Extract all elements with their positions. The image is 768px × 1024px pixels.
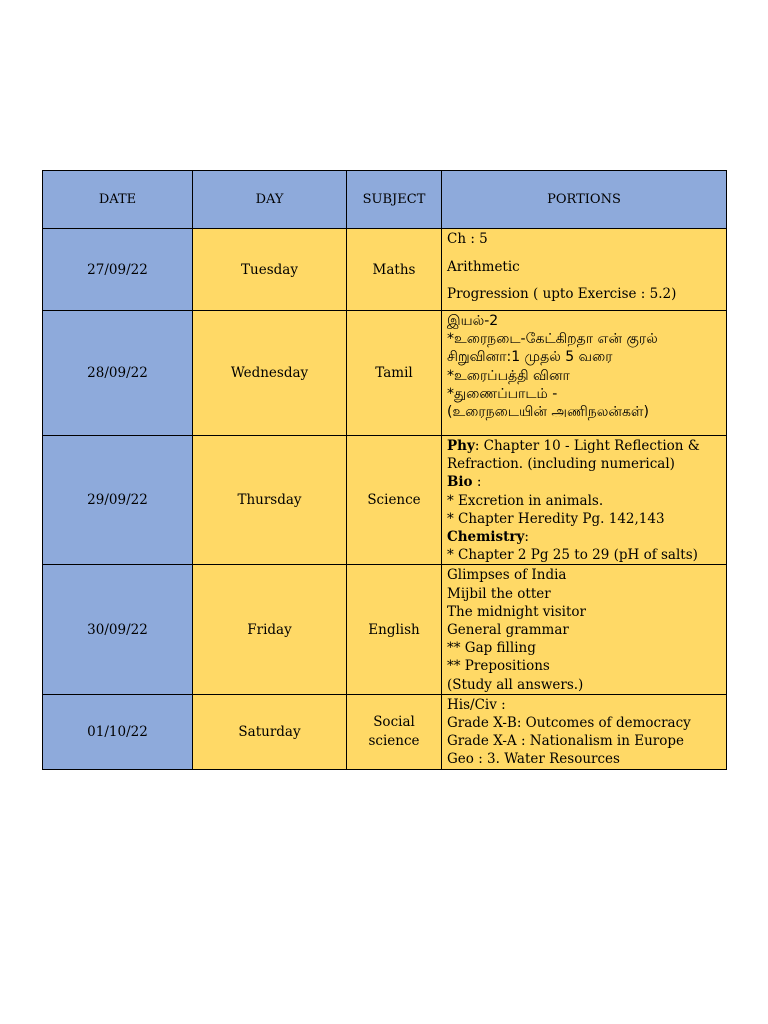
portion-line: Refraction. (including numerical) (447, 456, 675, 473)
portion-line: Glimpses of India (447, 567, 567, 584)
chem-label: Chemistry (447, 529, 525, 546)
day-cell: Thursday (193, 436, 347, 565)
table-row (43, 694, 727, 769)
portion-line: Grade X-A : Nationalism in Europe (447, 733, 684, 750)
portion-line: * Excretion in animals. (447, 492, 604, 509)
date-cell: 01/10/22 (43, 694, 193, 769)
table-row (43, 229, 727, 311)
header-subject: SUBJECT (347, 171, 442, 229)
subject-cell: Science (347, 436, 442, 565)
table-row (43, 311, 727, 436)
subject-cell: Maths (347, 229, 442, 311)
portion-line: His/Civ : (447, 696, 506, 713)
portion-line: (உரைநடையின் அணிநலன்கள்) (447, 404, 650, 421)
portion-line: ** Gap filling (447, 640, 536, 657)
portion-line (447, 473, 721, 491)
day-cell: Wednesday (193, 311, 347, 436)
header-portions: PORTIONS (442, 171, 727, 229)
portion-line: Geo : 3. Water Resources (447, 751, 620, 768)
portions-cell (442, 436, 727, 565)
portion-line: * Chapter Heredity Pg. 142,143 (447, 510, 665, 527)
portion-line (447, 528, 721, 546)
portion-line: *உரைநடை-கேட்கிறதா என் குரல் (447, 331, 658, 348)
date-cell: 30/09/22 (43, 565, 193, 694)
phy-label: Phy (447, 438, 475, 454)
portion-line: Mijbil the otter (447, 585, 551, 602)
table-row (43, 565, 727, 694)
portion-line (447, 437, 721, 455)
portion-line: The midnight visitor (447, 603, 587, 620)
portion-line: ** Prepositions (447, 658, 550, 675)
portion-line: *துணைப்பாடம் - (447, 385, 558, 402)
portion-line: (Study all answers.) (447, 676, 584, 693)
phy-text: : Chapter 10 - Light Reflection & (474, 438, 700, 454)
header-date: DATE (43, 171, 193, 229)
date-cell: 27/09/22 (43, 229, 193, 311)
portion-line: General grammar (447, 622, 569, 639)
date-cell: 28/09/22 (43, 311, 193, 436)
date-cell: 29/09/22 (43, 436, 193, 565)
subject-line: science (368, 732, 420, 749)
portion-line: *உரைப்பத்தி வினா (447, 367, 570, 384)
portions-cell (442, 694, 727, 769)
day-cell: Tuesday (193, 229, 347, 311)
subject-cell: English (347, 565, 442, 694)
bio-label: Bio (447, 474, 473, 491)
header-day: DAY (193, 171, 347, 229)
table-row (43, 436, 727, 565)
subject-line: Social (373, 713, 415, 730)
portions-cell (442, 565, 727, 694)
exam-schedule-table (42, 170, 727, 770)
portions-cell (442, 229, 727, 311)
portion-line: Ch : 5 (447, 231, 488, 247)
bio-colon: : (472, 474, 482, 491)
subject-cell (347, 694, 442, 769)
portion-line: இயல்-2 (447, 313, 499, 329)
subject-cell: Tamil (347, 311, 442, 436)
day-cell: Friday (193, 565, 347, 694)
portion-line: Arithmetic (447, 258, 520, 275)
portion-line: Grade X-B: Outcomes of democracy (447, 715, 691, 732)
chem-colon: : (524, 529, 529, 546)
day-cell: Saturday (193, 694, 347, 769)
header-row (43, 171, 727, 229)
portion-line: * Chapter 2 Pg 25 to 29 (pH of salts) (447, 547, 698, 564)
portions-cell (442, 311, 727, 436)
portion-line: சிறுவினா:1 முதல் 5 வரை (447, 349, 613, 366)
portion-line: Progression ( upto Exercise : 5.2) (447, 286, 677, 303)
